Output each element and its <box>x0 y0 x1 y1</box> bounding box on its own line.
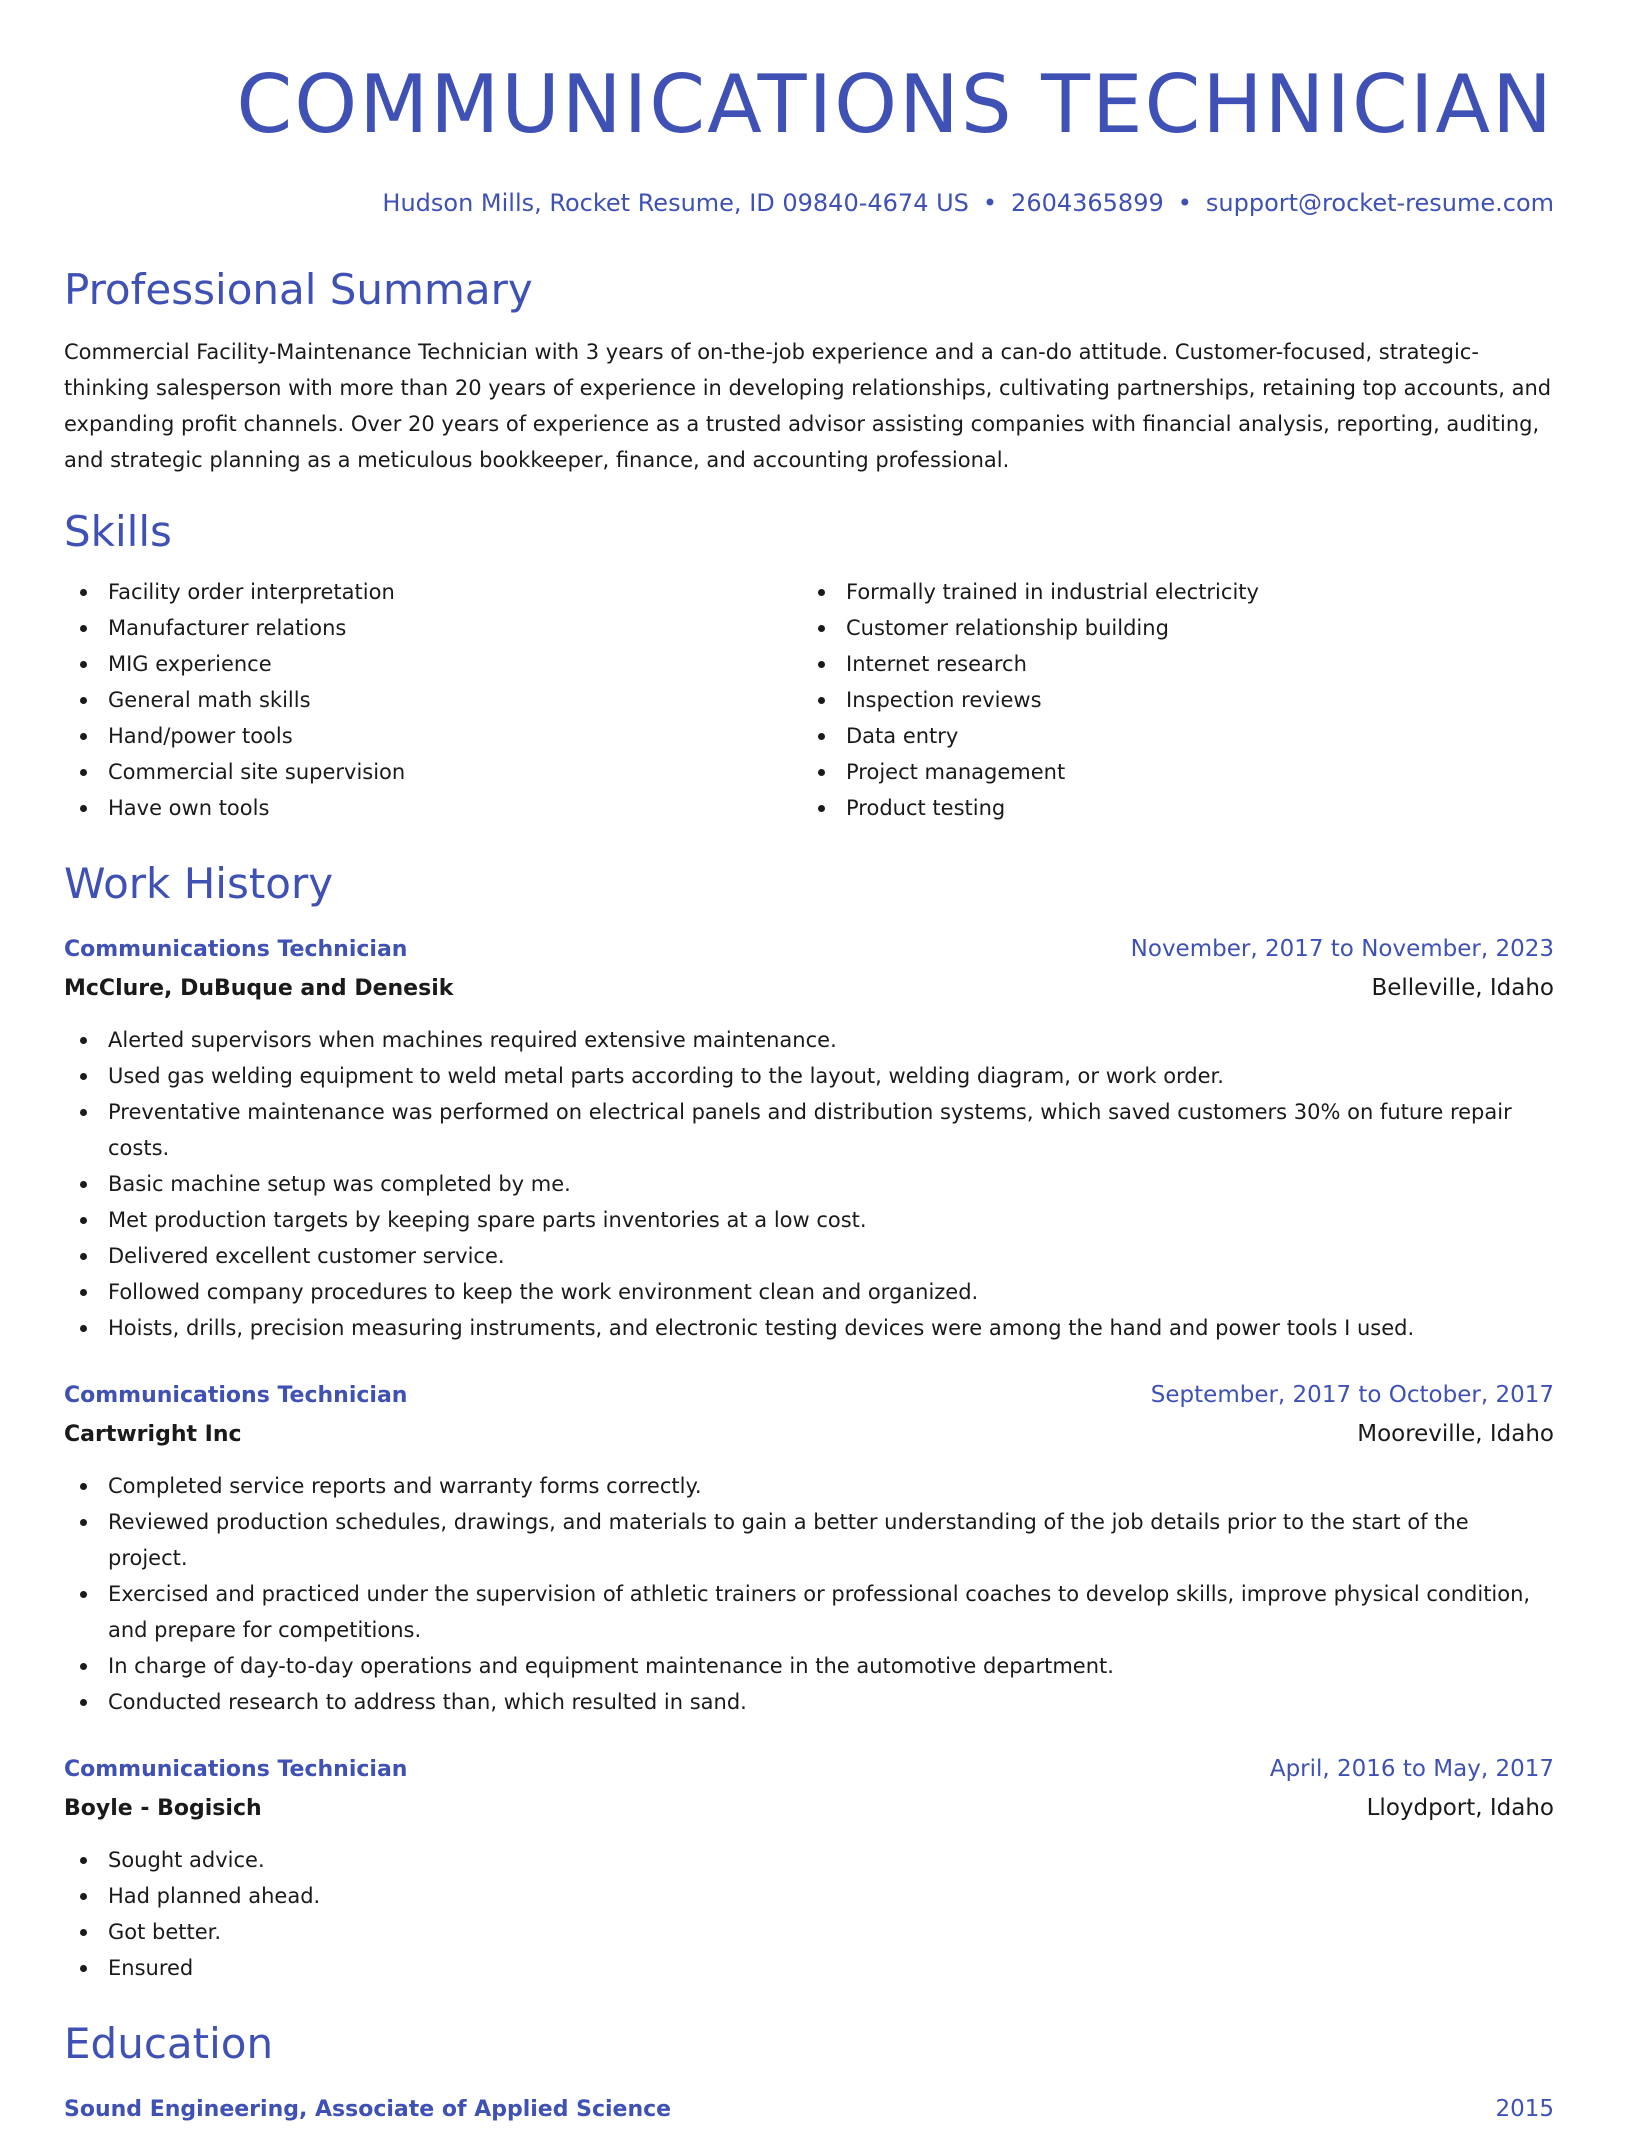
education-year: 2015 <box>1495 2096 1554 2122</box>
job-bullet: Got better. <box>64 1914 1554 1950</box>
skill-item: Customer relationship building <box>802 610 1540 646</box>
skill-item: Product testing <box>802 790 1540 826</box>
skill-item: General math skills <box>64 682 802 718</box>
skill-item: Inspection reviews <box>802 682 1540 718</box>
contact-address: Hudson Mills, Rocket Resume, ID 09840-4674 US <box>382 189 969 217</box>
resume-title: COMMUNICATIONS TECHNICIAN <box>236 58 1554 151</box>
contact-separator: • <box>982 189 998 217</box>
section-title-work-history: Work History <box>64 859 334 908</box>
skill-item: Internet research <box>802 646 1540 682</box>
education-degree: Sound Engineering, Associate of Applied Science <box>64 2097 672 2122</box>
job-entry <box>64 1376 1554 1720</box>
job-company: Boyle - Bogisich <box>64 1796 262 1821</box>
skill-item: Manufacturer relations <box>64 610 802 646</box>
resume-page <box>64 0 1554 2129</box>
job-bullet: Followed company procedures to keep the work environment clean and organized. <box>64 1274 1554 1310</box>
job-bullet: Delivered excellent customer service. <box>64 1238 1554 1274</box>
job-bullet: Conducted research to address than, which resulted in sand. <box>64 1684 1554 1720</box>
job-bullet: In charge of day-to-day operations and equipment maintenance in the automotive department. <box>64 1648 1554 1684</box>
education-entry <box>64 2090 1554 2129</box>
skill-item: Facility order interpretation <box>64 574 802 610</box>
contact-phone[interactable]: 2604365899 <box>1011 189 1164 217</box>
job-bullet: Preventative maintenance was performed on electrical panels and distribution systems, which saved customers 30% on future repair costs. <box>64 1094 1554 1166</box>
job-bullet: Reviewed production schedules, drawings, and materials to gain a better understanding of the job details prior to the start of the project. <box>64 1504 1554 1576</box>
job-location: Lloydport, Idaho <box>1366 1795 1554 1821</box>
skill-item: Formally trained in industrial electricity <box>802 574 1540 610</box>
contact-line <box>64 186 1554 220</box>
job-header-row <box>64 1376 1554 1415</box>
job-bullet: Exercised and practiced under the supervision of athletic trainers or professional coaches to develop skills, improve physical condition, and prepare for competitions. <box>64 1576 1554 1648</box>
job-dates: April, 2016 to May, 2017 <box>1269 1756 1554 1782</box>
skills-columns <box>64 574 1554 826</box>
job-header-row <box>64 1750 1554 1789</box>
skill-item: MIG experience <box>64 646 802 682</box>
job-bullet: Alerted supervisors when machines required extensive maintenance. <box>64 1022 1554 1058</box>
job-location: Mooreville, Idaho <box>1357 1421 1554 1447</box>
job-company-row <box>64 969 1554 1008</box>
job-company: McClure, DuBuque and Denesik <box>64 976 454 1001</box>
section-title-education: Education <box>64 2019 274 2068</box>
job-bullets <box>64 1468 1554 1720</box>
section-title-summary: Professional Summary <box>64 265 533 314</box>
job-location: Belleville, Idaho <box>1371 975 1554 1001</box>
section-title-skills: Skills <box>64 507 172 556</box>
job-title: Communications Technician <box>64 1757 408 1782</box>
job-bullets <box>64 1842 1554 1986</box>
job-title: Communications Technician <box>64 1383 408 1408</box>
job-title: Communications Technician <box>64 937 408 962</box>
skill-item: Project management <box>802 754 1540 790</box>
job-entry <box>64 930 1554 1346</box>
job-bullet: Completed service reports and warranty forms correctly. <box>64 1468 1554 1504</box>
job-company-row <box>64 1789 1554 1828</box>
job-company: Cartwright Inc <box>64 1422 242 1447</box>
job-bullet: Used gas welding equipment to weld metal parts according to the layout, welding diagram, or work order. <box>64 1058 1554 1094</box>
job-dates: September, 2017 to October, 2017 <box>1150 1382 1554 1408</box>
job-bullet: Ensured <box>64 1950 1554 1986</box>
summary-text: Commercial Facility-Maintenance Technician with 3 years of on-the-job experience and a can-do attitude. Customer-focused, strategic-thinking salesperson with more than 20 years of experience in developing relationships, cultivating partnerships, retaining top accounts, and expanding profit channels. Over 20 years of experience as a trusted advisor assisting companies with financial analysis, reporting, auditing, and strategic planning as a meticulous bookkeeper, finance, and accounting professional. <box>64 340 1552 472</box>
skill-item: Commercial site supervision <box>64 754 802 790</box>
job-company-row <box>64 1415 1554 1454</box>
job-bullets <box>64 1022 1554 1346</box>
skill-item: Hand/power tools <box>64 718 802 754</box>
skill-item: Data entry <box>802 718 1540 754</box>
job-dates: November, 2017 to November, 2023 <box>1130 936 1554 962</box>
job-bullet: Basic machine setup was completed by me. <box>64 1166 1554 1202</box>
job-bullet: Hoists, drills, precision measuring instruments, and electronic testing devices were among the hand and power tools I used. <box>64 1310 1554 1346</box>
job-bullet: Sought advice. <box>64 1842 1554 1878</box>
job-bullet: Met production targets by keeping spare parts inventories at a low cost. <box>64 1202 1554 1238</box>
job-header-row <box>64 930 1554 969</box>
skill-item: Have own tools <box>64 790 802 826</box>
contact-separator: • <box>1177 189 1192 217</box>
job-bullet: Had planned ahead. <box>64 1878 1554 1914</box>
job-entry <box>64 1750 1554 1986</box>
skills-list-left <box>64 574 802 826</box>
skills-list-right <box>802 574 1540 826</box>
contact-email[interactable]: support@rocket-resume.com <box>1205 189 1554 217</box>
